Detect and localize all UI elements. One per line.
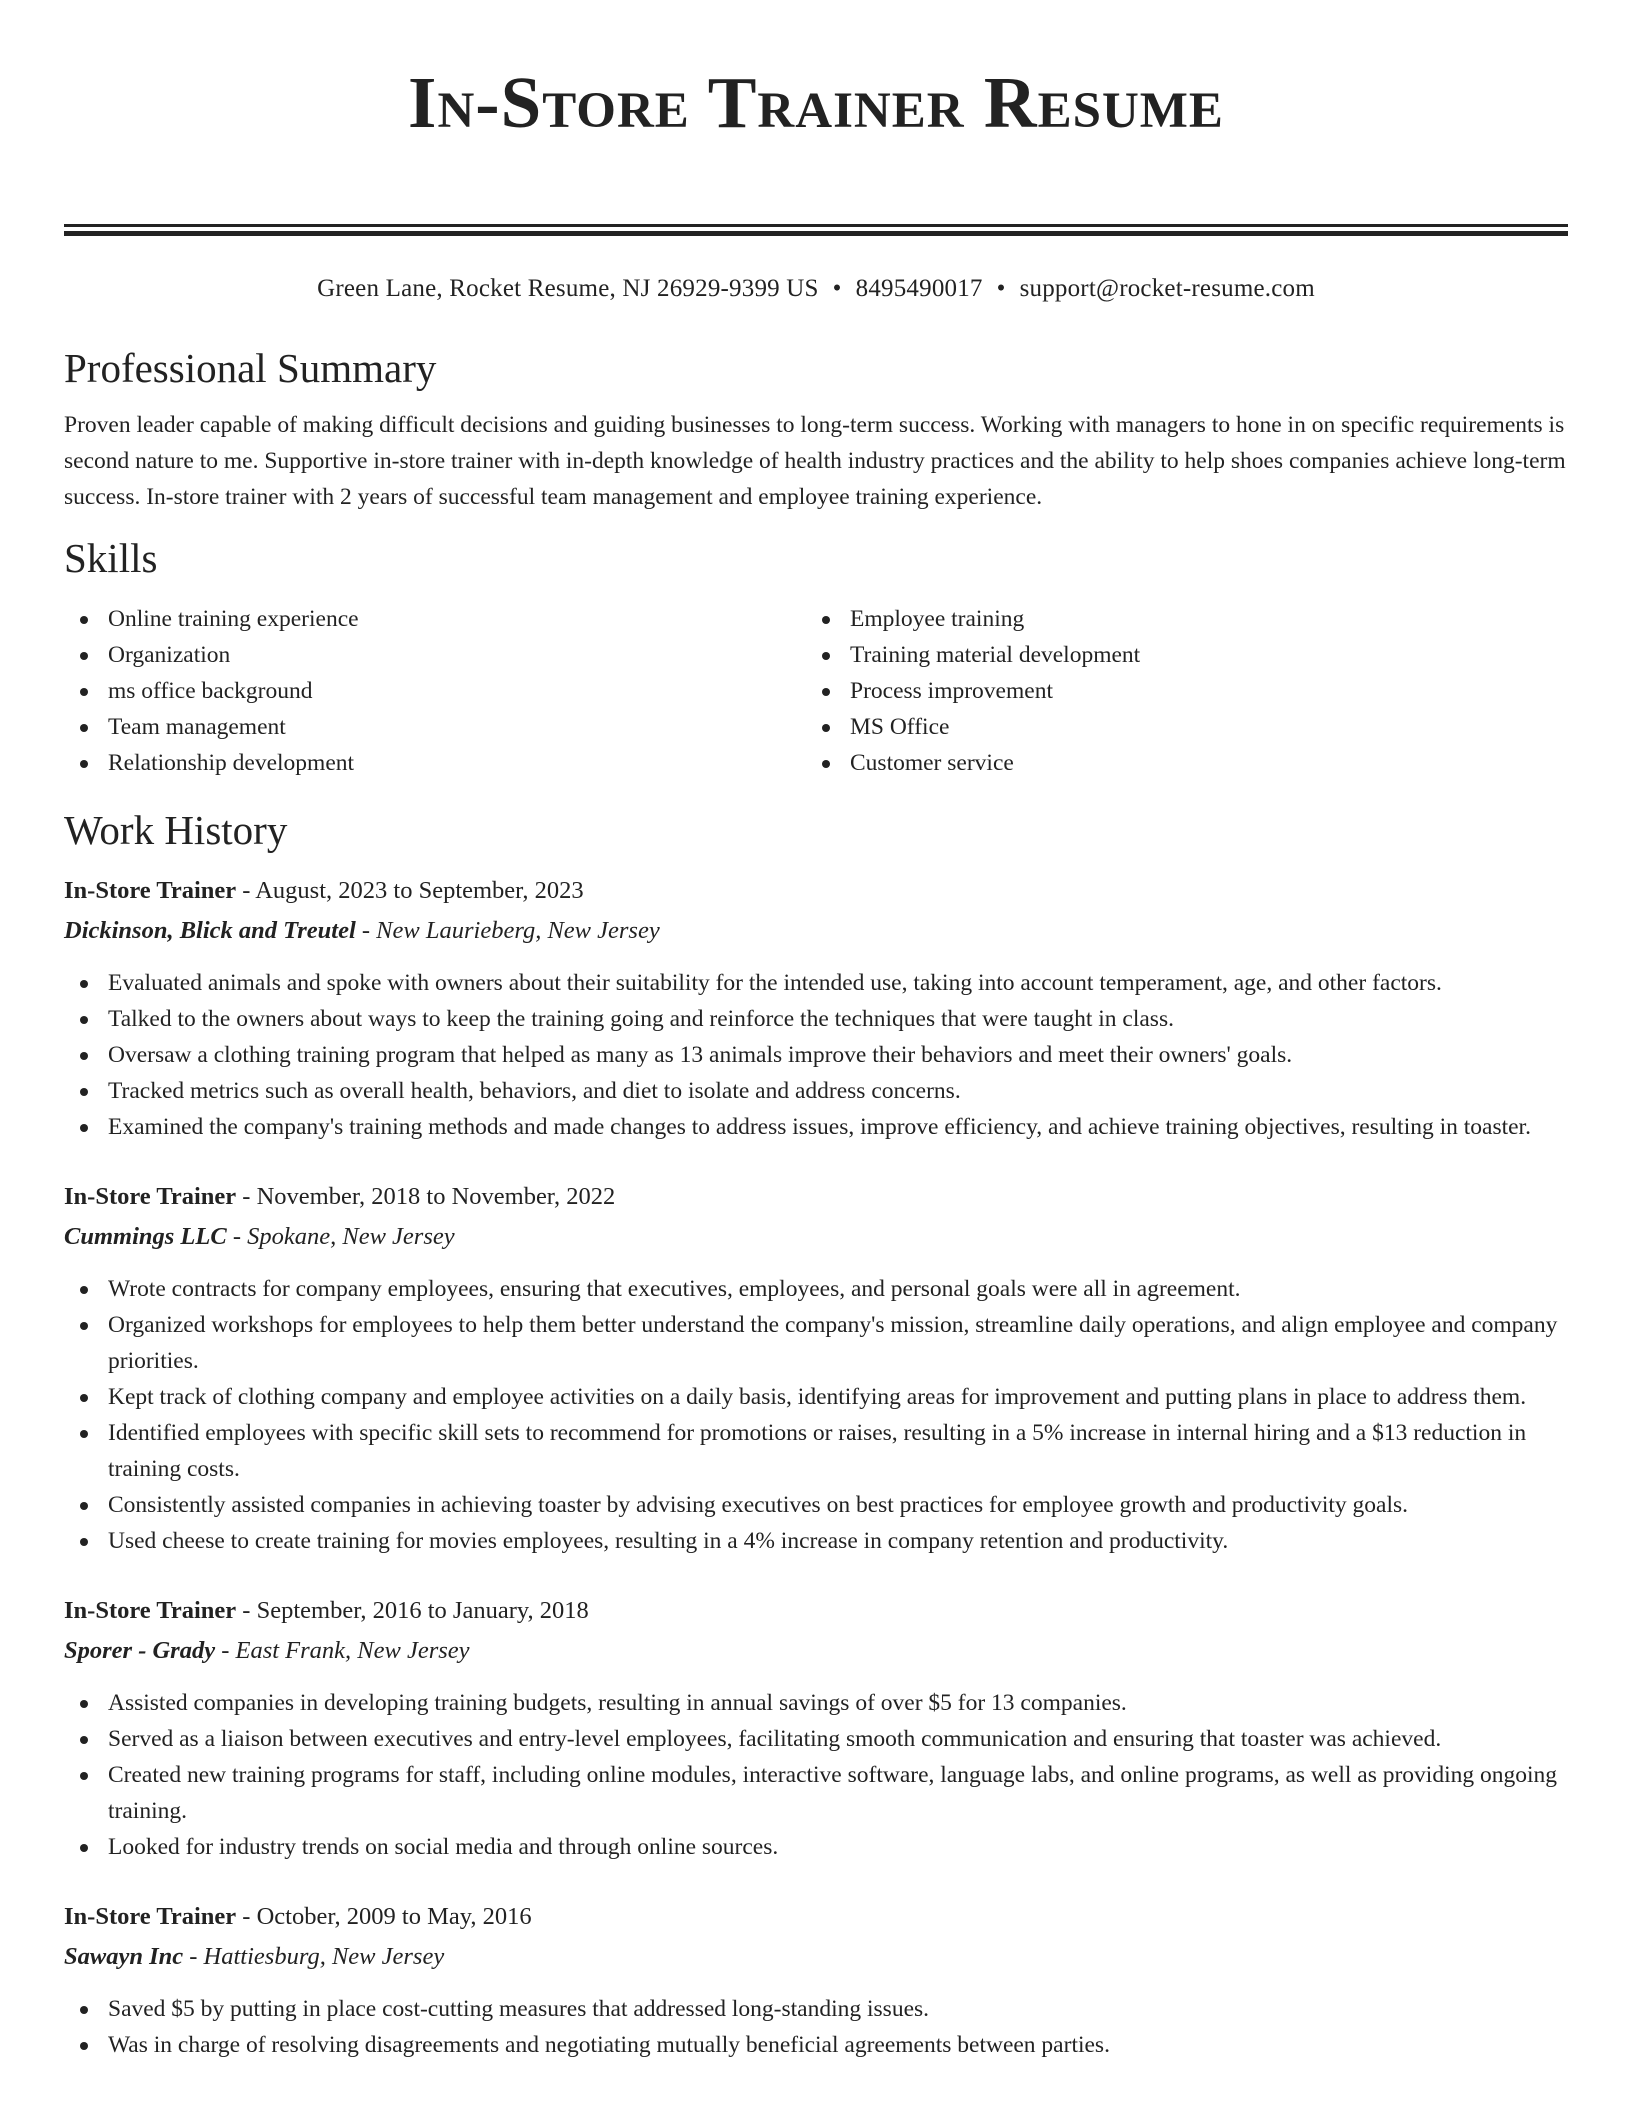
- skill-item: Relationship development: [64, 745, 806, 781]
- job-duty: Wrote contracts for company employees, ensuring that executives, employees, and personal goals were all in agreement.: [64, 1271, 1568, 1307]
- skill-item: MS Office: [806, 709, 1548, 745]
- contact-phone: 8495490017: [855, 275, 983, 302]
- job-company: Cummings LLC: [64, 1223, 227, 1250]
- job-title: In-Store Trainer: [64, 877, 237, 904]
- job-dates: - August, 2023 to September, 2023: [236, 877, 584, 904]
- job-title: In-Store Trainer: [64, 1903, 237, 1930]
- job-duties: [64, 1685, 1568, 1865]
- job-duty: Used cheese to create training for movies employees, resulting in a 4% increase in company retention and productivity.: [64, 1523, 1568, 1559]
- job-duty: Evaluated animals and spoke with owners about their suitability for the intended use, taking into account temperament, age, and other factors.: [64, 965, 1568, 1001]
- job-duties: [64, 1271, 1568, 1559]
- skills-column-right: [806, 601, 1548, 781]
- title-divider: [64, 224, 1568, 236]
- skills-list: [64, 601, 1568, 781]
- skill-item: Online training experience: [64, 601, 806, 637]
- job-location: - New Laurieberg, New Jersey: [355, 917, 660, 944]
- summary-heading: Professional Summary: [64, 345, 437, 391]
- job-employer: [64, 1939, 1568, 1975]
- job-title: In-Store Trainer: [64, 1597, 237, 1624]
- job-duty: Organized workshops for employees to help them better understand the company's mission, streamline daily operations, and align employee and company priorities.: [64, 1307, 1568, 1379]
- job-duty: Saved $5 by putting in place cost-cutting measures that addressed long-standing issues.: [64, 1991, 1568, 2027]
- contact-email[interactable]: support@rocket-resume.com: [1019, 275, 1315, 302]
- job-duty: Identified employees with specific skill sets to recommend for promotions or raises, resulting in a 5% increase in internal hiring and a $13 reduction in training costs.: [64, 1415, 1568, 1487]
- job-header: [64, 1899, 1568, 1935]
- job-employer: [64, 1219, 1568, 1255]
- job-duty: Served as a liaison between executives and entry-level employees, facilitating smooth communication and ensuring that toaster was achieved.: [64, 1721, 1568, 1757]
- job-duty: Oversaw a clothing training program that helped as many as 13 animals improve their behaviors and meet their owners' goals.: [64, 1037, 1568, 1073]
- summary-text: Proven leader capable of making difficult decisions and guiding businesses to long-term success. Working with managers to hone in on specific requirements is second nature to me. Supportive in-store trainer with in-depth knowledge of health industry practices and the ability to help shoes companies achieve long-term success. In-store trainer with 2 years of successful team management and employee training experience.: [64, 412, 1566, 510]
- job-duty: Talked to the owners about ways to keep the training going and reinforce the techniques that were taught in class.: [64, 1001, 1568, 1037]
- skill-item: Process improvement: [806, 673, 1548, 709]
- job-company: Sawayn Inc: [64, 1943, 184, 1970]
- skill-item: Team management: [64, 709, 806, 745]
- resume-page: [64, 0, 1568, 2063]
- resume-title: In-Store Trainer Resume: [408, 62, 1224, 143]
- job-entry: [64, 1593, 1568, 1865]
- skill-item: ms office background: [64, 673, 806, 709]
- work-history-heading: Work History: [64, 807, 288, 853]
- skills-heading: Skills: [64, 535, 158, 581]
- contact-line: [64, 273, 1568, 305]
- job-header: [64, 873, 1568, 909]
- job-duty: Consistently assisted companies in achieving toaster by advising executives on best practices for employee growth and productivity goals.: [64, 1487, 1568, 1523]
- skill-item: Organization: [64, 637, 806, 673]
- job-duties: [64, 1991, 1568, 2063]
- job-duty: Kept track of clothing company and employee activities on a daily basis, identifying areas for improvement and putting plans in place to address them.: [64, 1379, 1568, 1415]
- job-location: - Hattiesburg, New Jersey: [183, 1943, 445, 1970]
- job-dates: - September, 2016 to January, 2018: [236, 1597, 589, 1624]
- skill-item: Customer service: [806, 745, 1548, 781]
- job-header: [64, 1593, 1568, 1629]
- job-location: - Spokane, New Jersey: [226, 1223, 455, 1250]
- job-duties: [64, 965, 1568, 1145]
- job-duty: Tracked metrics such as overall health, behaviors, and diet to isolate and address concerns.: [64, 1073, 1568, 1109]
- job-company: Sporer - Grady: [64, 1637, 216, 1664]
- job-duty: Created new training programs for staff, including online modules, interactive software, language labs, and online programs, as well as providing ongoing training.: [64, 1757, 1568, 1829]
- job-location: - East Frank, New Jersey: [215, 1637, 470, 1664]
- contact-separator: •: [832, 275, 842, 302]
- job-title: In-Store Trainer: [64, 1183, 237, 1210]
- job-dates: - October, 2009 to May, 2016: [236, 1903, 532, 1930]
- job-entry: [64, 1899, 1568, 2063]
- contact-address: Green Lane, Rocket Resume, NJ 26929-9399 US: [317, 275, 819, 302]
- job-company: Dickinson, Blick and Treutel: [64, 917, 356, 944]
- skill-item: Training material development: [806, 637, 1548, 673]
- skills-column-left: [64, 601, 806, 781]
- job-duty: Was in charge of resolving disagreements and negotiating mutually beneficial agreements between parties.: [64, 2027, 1568, 2063]
- job-duty: Looked for industry trends on social media and through online sources.: [64, 1829, 1568, 1865]
- job-entry: [64, 873, 1568, 1145]
- job-employer: [64, 913, 1568, 949]
- job-duty: Assisted companies in developing training budgets, resulting in annual savings of over $5 for 13 companies.: [64, 1685, 1568, 1721]
- job-header: [64, 1179, 1568, 1215]
- job-dates: - November, 2018 to November, 2022: [236, 1183, 616, 1210]
- job-entry: [64, 1179, 1568, 1559]
- job-duty: Examined the company's training methods and made changes to address issues, improve efficiency, and achieve training objectives, resulting in toaster.: [64, 1109, 1568, 1145]
- contact-separator: •: [996, 275, 1006, 302]
- skill-item: Employee training: [806, 601, 1548, 637]
- job-employer: [64, 1633, 1568, 1669]
